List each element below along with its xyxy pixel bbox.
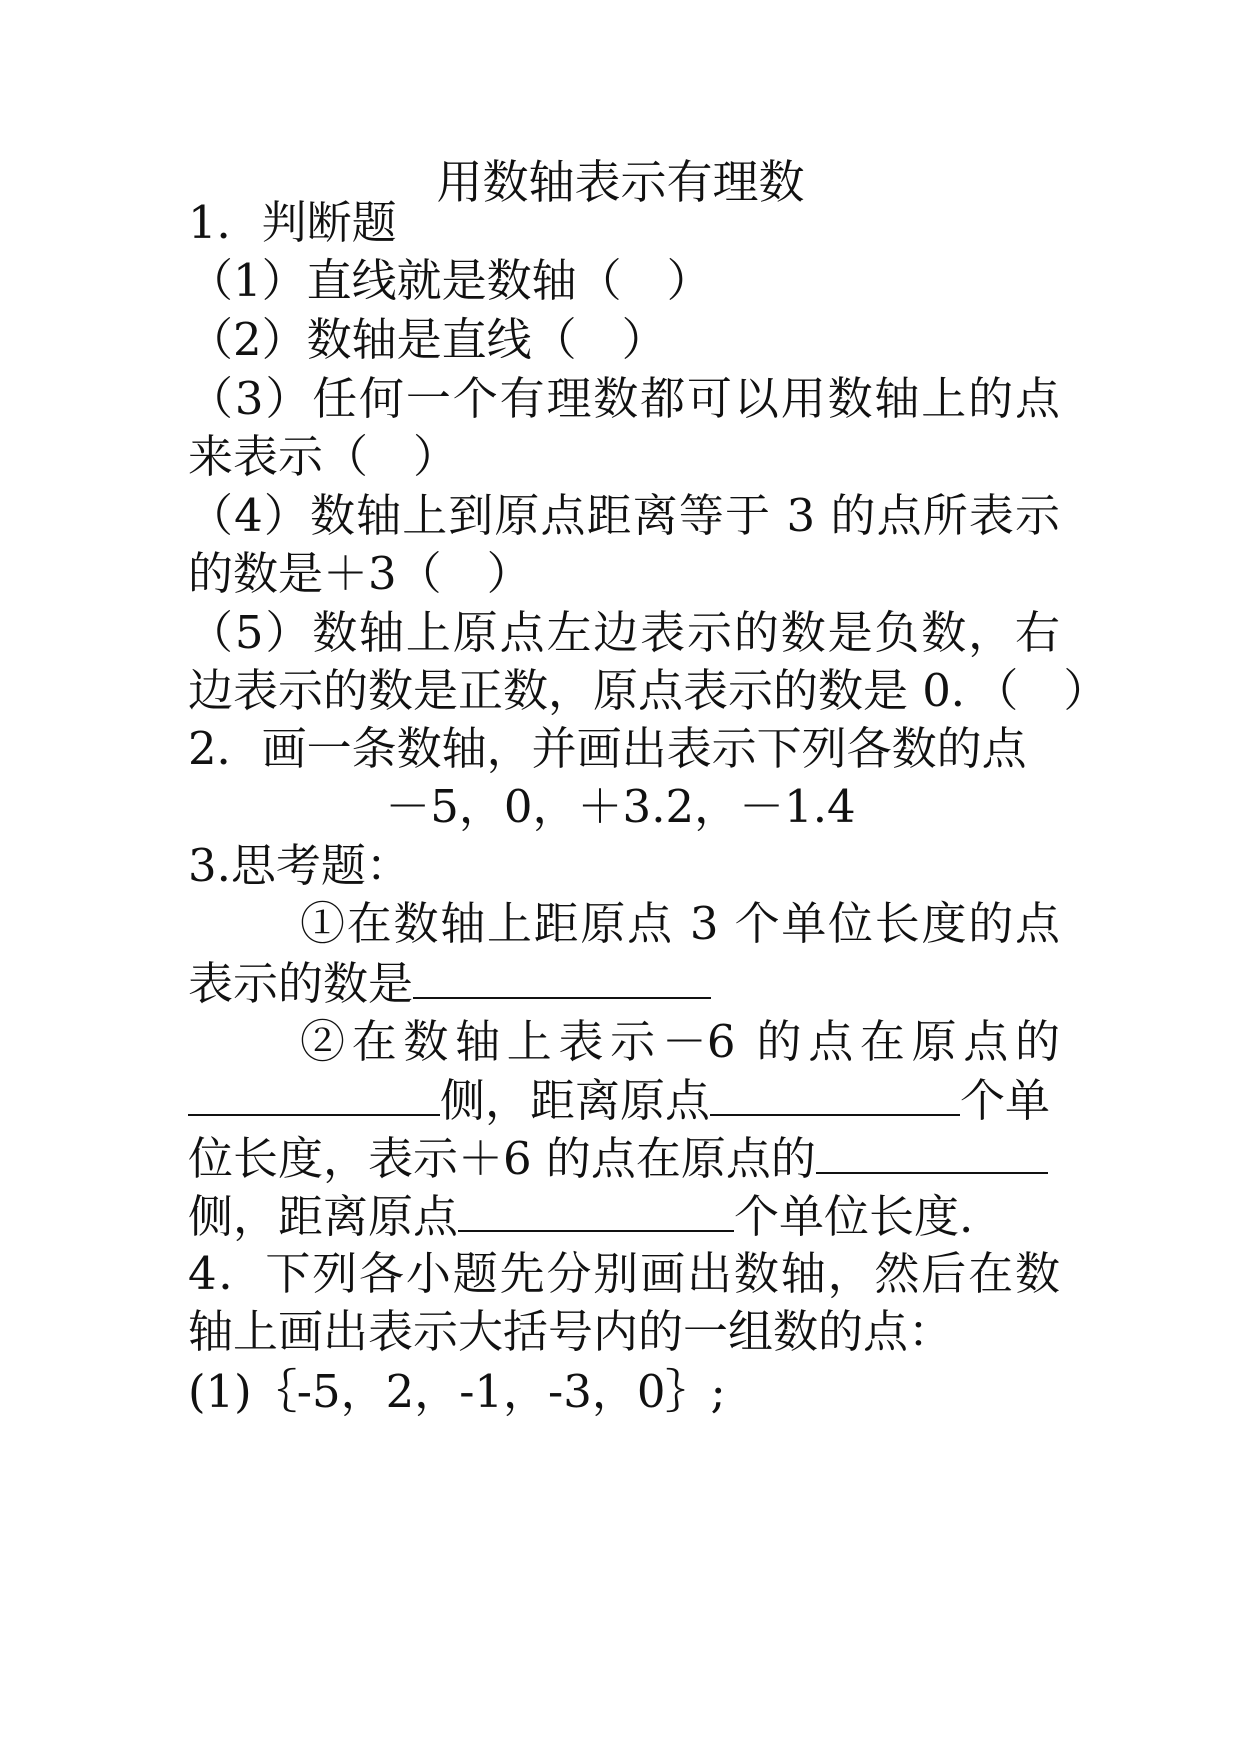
answer-blank-1 bbox=[413, 953, 711, 999]
answer-blank-4 bbox=[816, 1128, 1048, 1174]
answer-blank-5 bbox=[458, 1186, 734, 1232]
q1-item-3-line1: （3）任何一个有理数都可以用数轴上的点 bbox=[188, 372, 1060, 425]
page-title: 用数轴表示有理数 bbox=[436, 155, 805, 209]
q3-part2-text-d: 侧，距离原点 bbox=[188, 1190, 459, 1243]
q3-part2-line2 bbox=[188, 1070, 1060, 1131]
q3-part2-text-e: 个单位长度. bbox=[734, 1190, 974, 1243]
q2-heading: 2．画一条数轴，并画出表示下列各数的点 bbox=[188, 722, 1027, 775]
q3-part2-line3 bbox=[188, 1128, 1060, 1189]
q1-item-5-line1: （5）数轴上原点左边表示的数是负数，右 bbox=[188, 606, 1060, 659]
q3-part2-line4 bbox=[188, 1186, 1060, 1247]
q4-item-1: (1)｛-5，2，-1，-3，0｝; bbox=[188, 1365, 726, 1418]
q1-item-3-line2: 来表示（ ） bbox=[188, 430, 459, 483]
q3-heading: 3.思考题： bbox=[188, 839, 411, 892]
answer-blank-3 bbox=[710, 1070, 960, 1116]
q4-heading-line2: 轴上画出表示大括号内的一组数的点： bbox=[188, 1305, 954, 1358]
q2-numbers: －5，0，＋3.2，－1.4 bbox=[385, 780, 856, 833]
q1-heading: 1．判断题 bbox=[188, 196, 397, 249]
q1-item-1: （1）直线就是数轴（ ） bbox=[188, 254, 712, 307]
q3-part2-text-b: 个单 bbox=[960, 1074, 1051, 1127]
q3-part2-text-a: 侧，距离原点 bbox=[440, 1074, 711, 1127]
q3-part1-text: 表示的数是 bbox=[188, 957, 414, 1010]
q3-part1-line2 bbox=[188, 953, 1060, 1014]
q4-heading-line1: 4．下列各小题先分别画出数轴，然后在数 bbox=[188, 1247, 1060, 1300]
q3-part2-line1: ②在数轴上表示－6 的点在原点的 bbox=[300, 1015, 1060, 1068]
q1-item-2: （2）数轴是直线（ ） bbox=[188, 313, 667, 366]
q3-part1-line1: ①在数轴上距原点 3 个单位长度的点 bbox=[300, 897, 1060, 950]
q1-item-5-line2: 边表示的数是正数，原点表示的数是 0．（ ） bbox=[188, 664, 1109, 717]
q3-part2-text-c: 位长度，表示＋6 的点在原点的 bbox=[188, 1132, 816, 1185]
answer-blank-2 bbox=[188, 1070, 440, 1116]
q1-item-4-line1: （4）数轴上到原点距离等于 3 的点所表示 bbox=[188, 489, 1060, 542]
q1-item-4-line2: 的数是＋3（ ） bbox=[188, 547, 532, 600]
